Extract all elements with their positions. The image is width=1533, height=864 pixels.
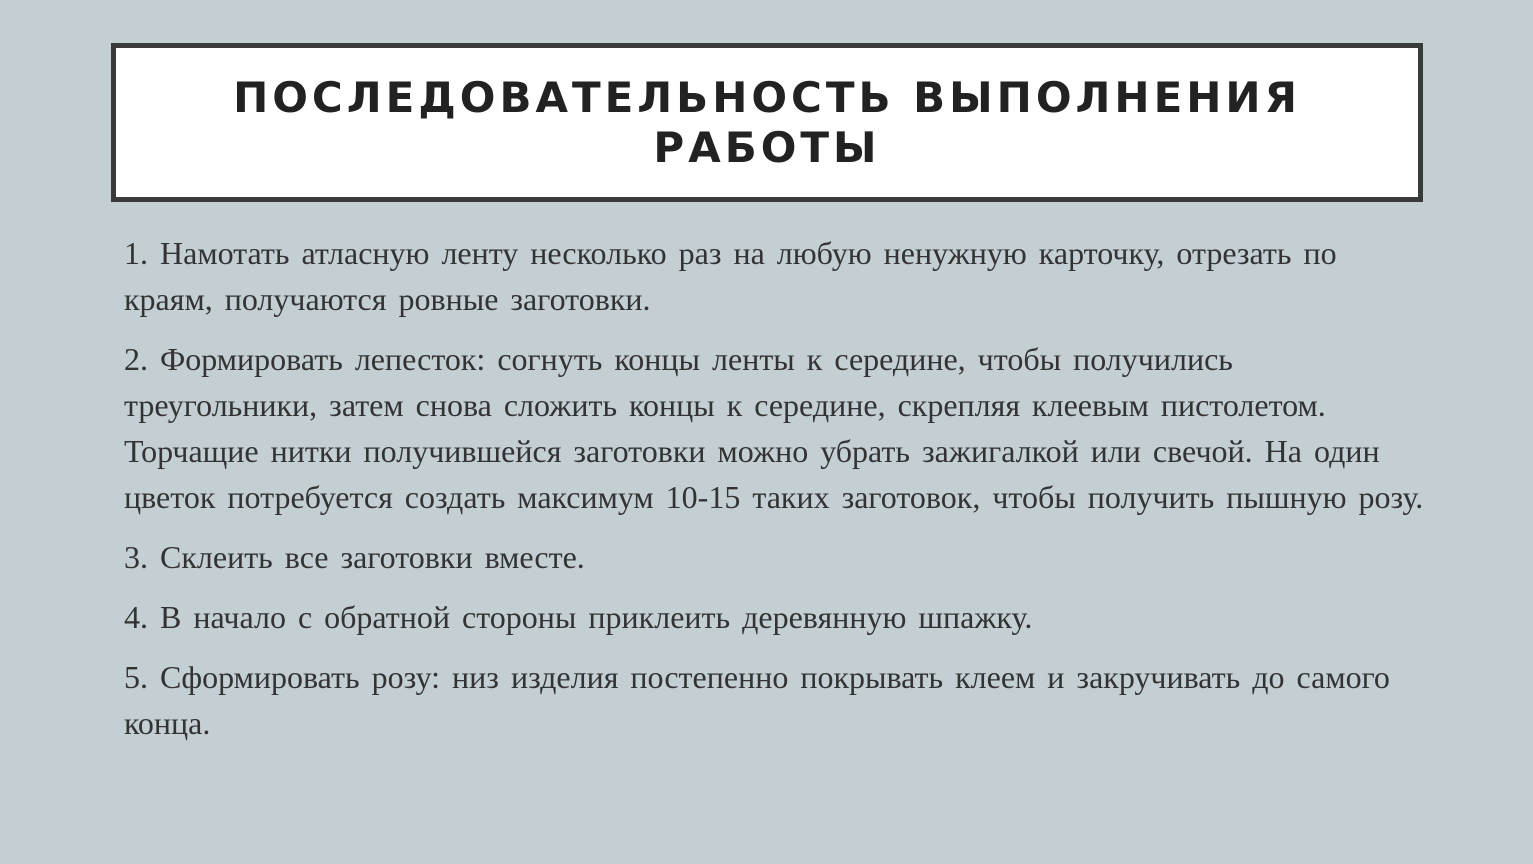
steps-list [124,230,1424,760]
title-box [111,43,1423,202]
step-4: 4. В начало с обратной стороны приклеить деревянную шпажку. [124,599,1033,635]
step-3: 3. Склеить все заготовки вместе. [124,539,585,575]
step-2: 2. Формировать лепесток: согнуть концы ленты к середине, чтобы получились треугольники, затем снова сложить концы к середине, скрепляя клеевым пистолетом. Торчащие нитки получившейся заготовки можно убрать зажигалкой или свечой. На один цветок потребуется создать максимум 10-15 таких заготовок, чтобы получить пышную розу. [124,341,1424,515]
slide-title: ПОСЛЕДОВАТЕЛЬНОСТЬ ВЫПОЛНЕНИЯ РАБОТЫ [233,72,1301,172]
step-1: 1. Намотать атласную ленту несколько раз на любую ненужную карточку, отрезать по краям, получаются ровные заготовки. [124,235,1337,317]
step-5: 5. Сформировать розу: низ изделия постепенно покрывать клеем и закручивать до самого конца. [124,659,1390,741]
